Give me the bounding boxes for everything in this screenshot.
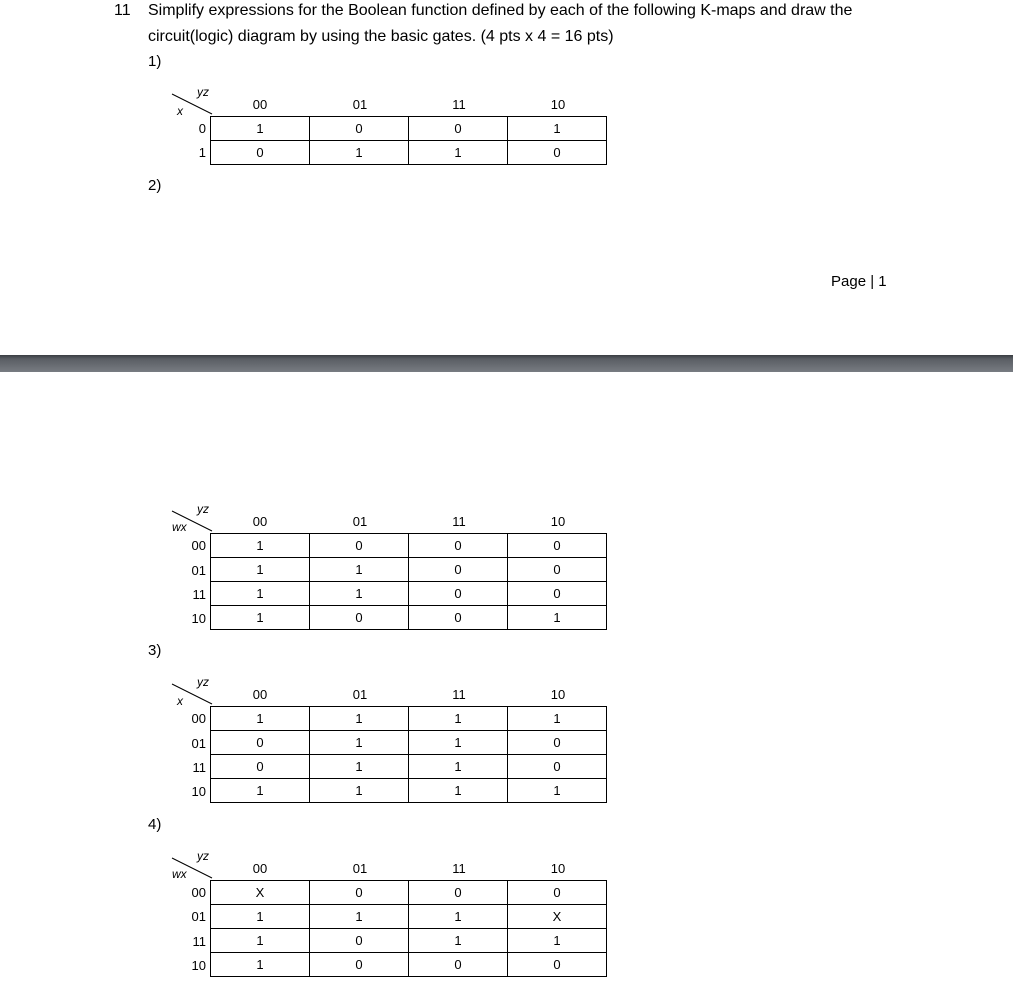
kmap2-cell: 0 xyxy=(409,558,508,582)
kmap2-row-variable: wx xyxy=(172,520,187,534)
kmap4-row xyxy=(211,929,607,953)
kmap2-cell: 0 xyxy=(508,558,607,582)
kmap2-cell: 0 xyxy=(508,534,607,558)
kmap2-row xyxy=(211,606,607,630)
kmap3-row xyxy=(211,731,607,755)
kmap1-row xyxy=(211,117,607,141)
kmap2-cell: 0 xyxy=(508,582,607,606)
kmap3-cell: 1 xyxy=(310,707,409,731)
kmap2-grid xyxy=(210,533,607,630)
kmap4-cell: 0 xyxy=(508,953,607,977)
kmap3-col-variable: yz xyxy=(197,675,209,689)
question-number: 11 xyxy=(114,2,131,19)
kmap4-grid xyxy=(210,880,607,977)
kmap4-row xyxy=(211,905,607,929)
kmap4-row xyxy=(211,953,607,977)
kmap2-cell: 0 xyxy=(310,606,409,630)
kmap2-row xyxy=(211,558,607,582)
page-number: Page | 1 xyxy=(831,273,887,290)
kmap3-cell: 1 xyxy=(508,779,607,803)
kmap3-cell: 0 xyxy=(211,755,310,779)
kmap4-cell: 0 xyxy=(310,881,409,905)
kmap1-row-variable: x xyxy=(177,104,183,118)
kmap3-row xyxy=(211,755,607,779)
kmap4-col-variable: yz xyxy=(197,849,209,863)
kmap4-row-header: 11 xyxy=(192,934,206,949)
kmap2-col-variable: yz xyxy=(197,502,209,516)
kmap1-col-header: 00 xyxy=(252,97,268,112)
kmap4-cell: 1 xyxy=(310,905,409,929)
kmap1-cell: 0 xyxy=(310,117,409,141)
kmap4-row-header: 01 xyxy=(191,909,206,924)
kmap3-cell: 1 xyxy=(211,779,310,803)
kmap3-cell: 1 xyxy=(310,779,409,803)
kmap1-row-header: 1 xyxy=(198,145,206,160)
page-break-divider xyxy=(0,355,1013,372)
kmap4-cell: 1 xyxy=(508,929,607,953)
kmap1-cell: 0 xyxy=(211,141,310,165)
kmap4-cell: 0 xyxy=(409,881,508,905)
kmap2-row xyxy=(211,534,607,558)
kmap3-row xyxy=(211,707,607,731)
kmap2-col-header: 11 xyxy=(452,514,466,529)
kmap3-row-header: 11 xyxy=(192,760,206,775)
kmap1-cell: 0 xyxy=(508,141,607,165)
kmap3-row-variable: x xyxy=(177,694,183,708)
kmap3-grid xyxy=(210,706,607,803)
kmap1-col-header: 11 xyxy=(452,97,466,112)
kmap4-cell: 0 xyxy=(310,929,409,953)
kmap4-cell: X xyxy=(211,881,310,905)
kmap3-col-header: 00 xyxy=(252,687,268,702)
kmap3-row-header: 10 xyxy=(191,784,206,799)
kmap2-row-header: 11 xyxy=(192,587,206,602)
kmap3-cell: 0 xyxy=(508,755,607,779)
kmap3-col-header: 10 xyxy=(550,687,566,702)
kmap3-cell: 1 xyxy=(211,707,310,731)
kmap2-row-header: 10 xyxy=(191,611,206,626)
kmap4-cell: 1 xyxy=(211,929,310,953)
question-text-line1: Simplify expressions for the Boolean function defined by each of the following K-maps and draw the xyxy=(148,2,853,19)
kmap2-cell: 1 xyxy=(310,558,409,582)
kmap3-cell: 0 xyxy=(211,731,310,755)
kmap2-row-header: 00 xyxy=(191,538,206,553)
kmap2-label: 2) xyxy=(148,177,162,194)
kmap1-cell: 1 xyxy=(211,117,310,141)
kmap3-row-header: 00 xyxy=(191,711,206,726)
kmap4-label: 4) xyxy=(148,816,162,833)
kmap4-col-header: 01 xyxy=(352,861,368,876)
kmap2-cell: 0 xyxy=(409,582,508,606)
kmap1-row xyxy=(211,141,607,165)
kmap3-cell: 0 xyxy=(508,731,607,755)
kmap1-cell: 1 xyxy=(508,117,607,141)
kmap1-col-variable: yz xyxy=(197,85,209,99)
kmap3-row xyxy=(211,779,607,803)
kmap4-cell: 0 xyxy=(508,881,607,905)
kmap4-cell: 1 xyxy=(211,953,310,977)
kmap4-cell: 1 xyxy=(211,905,310,929)
kmap1-cell: 0 xyxy=(409,117,508,141)
kmap2-cell: 1 xyxy=(211,582,310,606)
kmap3-col-header: 11 xyxy=(452,687,466,702)
kmap4-cell: 1 xyxy=(409,929,508,953)
kmap1-row-header: 0 xyxy=(198,121,206,136)
kmap3-col-header: 01 xyxy=(352,687,368,702)
question-text-line2: circuit(logic) diagram by using the basic gates. (4 pts x 4 = 16 pts) xyxy=(148,28,614,45)
kmap2-cell: 0 xyxy=(409,606,508,630)
kmap4-col-header: 00 xyxy=(252,861,268,876)
kmap1-cell: 1 xyxy=(409,141,508,165)
kmap1-col-header: 01 xyxy=(352,97,368,112)
kmap4-row xyxy=(211,881,607,905)
kmap2-cell: 0 xyxy=(310,534,409,558)
kmap3-row-header: 01 xyxy=(191,736,206,751)
kmap3-cell: 1 xyxy=(409,755,508,779)
kmap4-cell: 0 xyxy=(310,953,409,977)
kmap4-row-header: 00 xyxy=(191,885,206,900)
kmap2-col-header: 10 xyxy=(550,514,566,529)
kmap2-cell: 1 xyxy=(211,534,310,558)
kmap3-cell: 1 xyxy=(409,707,508,731)
kmap2-row-header: 01 xyxy=(191,563,206,578)
kmap4-col-header: 10 xyxy=(550,861,566,876)
kmap2-cell: 1 xyxy=(211,606,310,630)
kmap2-row xyxy=(211,582,607,606)
kmap1-label: 1) xyxy=(148,53,162,70)
kmap4-cell: 1 xyxy=(409,905,508,929)
kmap4-row-header: 10 xyxy=(191,958,206,973)
kmap1-col-header: 10 xyxy=(550,97,566,112)
kmap4-cell: X xyxy=(508,905,607,929)
kmap3-cell: 1 xyxy=(310,731,409,755)
kmap2-cell: 1 xyxy=(211,558,310,582)
kmap3-label: 3) xyxy=(148,642,162,659)
kmap2-col-header: 00 xyxy=(252,514,268,529)
kmap4-row-variable: wx xyxy=(172,867,187,881)
kmap3-cell: 1 xyxy=(409,779,508,803)
kmap4-col-header: 11 xyxy=(452,861,466,876)
kmap1-grid xyxy=(210,116,607,165)
kmap2-cell: 1 xyxy=(310,582,409,606)
kmap3-cell: 1 xyxy=(409,731,508,755)
kmap2-col-header: 01 xyxy=(352,514,368,529)
kmap4-cell: 0 xyxy=(409,953,508,977)
kmap1-cell: 1 xyxy=(310,141,409,165)
kmap2-cell: 0 xyxy=(409,534,508,558)
kmap3-cell: 1 xyxy=(310,755,409,779)
kmap3-cell: 1 xyxy=(508,707,607,731)
kmap2-cell: 1 xyxy=(508,606,607,630)
